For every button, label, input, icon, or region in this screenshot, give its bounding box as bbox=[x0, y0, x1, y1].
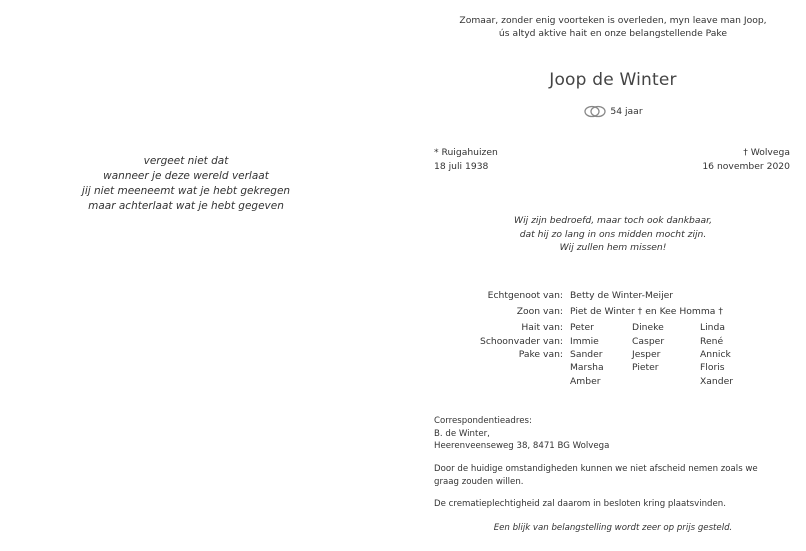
family-name: Dineke bbox=[632, 322, 664, 333]
poem-line: vergeet niet dat bbox=[143, 155, 229, 167]
spouse-name: Betty de Winter-Meijer bbox=[570, 290, 674, 301]
birth-info bbox=[434, 146, 498, 174]
family-name: Amber bbox=[570, 376, 601, 387]
poem-line: maar achterlaat wat je hebt gegeven bbox=[88, 200, 284, 212]
correspondence-address bbox=[434, 415, 794, 453]
memorial-text bbox=[432, 214, 794, 255]
age-text: 54 jaar bbox=[610, 106, 643, 117]
correspondence-title: Correspondentieadres: bbox=[434, 416, 532, 426]
intro-line: Zomaar, zonder enig voorteken is overleden, myn leave man Joop, bbox=[459, 15, 767, 26]
death-place: † Wolvega bbox=[743, 147, 790, 158]
death-info bbox=[702, 146, 790, 174]
death-date: 16 november 2020 bbox=[702, 161, 790, 172]
intro-line: ús altyd aktive hait en onze belangstellende Pake bbox=[498, 28, 728, 39]
family-name: Immie bbox=[570, 336, 599, 347]
thanks-note: Een blijk van belangstelling wordt zeer op prijs gesteld. bbox=[493, 523, 733, 533]
birth-place: * Ruigahuizen bbox=[434, 147, 498, 158]
pake-label: Pake van: bbox=[518, 349, 563, 360]
family-name: Sander bbox=[570, 349, 603, 360]
family-name: Pieter bbox=[632, 362, 659, 373]
hait-label: Hait van: bbox=[521, 322, 563, 333]
memorial-line: Wij zullen hem missen! bbox=[559, 242, 667, 253]
correspondence-street: Heerenveenseweg 38, 8471 BG Wolvega bbox=[434, 441, 610, 451]
wedding-rings-icon bbox=[583, 105, 607, 118]
marriage-years bbox=[432, 105, 794, 118]
left-poem bbox=[40, 154, 332, 214]
family-name: Xander bbox=[700, 376, 734, 387]
family-name: Linda bbox=[700, 322, 725, 333]
family-name: Jesper bbox=[632, 349, 661, 360]
memorial-line: Wij zijn bedroefd, maar toch ook dankbaar, bbox=[513, 215, 712, 226]
spouse-label: Echtgenoot van: bbox=[487, 290, 563, 301]
parents-names: Piet de Winter † en Kee Homma † bbox=[570, 306, 723, 317]
family-name: Annick bbox=[700, 349, 731, 360]
father-in-law-label: Schoonvader van: bbox=[479, 336, 563, 347]
intro-text bbox=[432, 14, 794, 40]
birth-date: 18 juli 1938 bbox=[434, 161, 489, 172]
circumstances-notice: Door de huidige omstandigheden kunnen we niet afscheid nemen zoals we graag zouden willen. bbox=[434, 464, 758, 487]
cremation-notice: De crematieplechtigheid zal daarom in besloten kring plaatsvinden. bbox=[434, 499, 726, 509]
deceased-name: Joop de Winter bbox=[549, 70, 677, 90]
correspondence-name: B. de Winter, bbox=[434, 428, 490, 439]
family-name: René bbox=[700, 336, 724, 347]
family-name: Casper bbox=[632, 336, 665, 347]
family-name: Floris bbox=[700, 362, 725, 373]
family-name: Marsha bbox=[570, 362, 604, 373]
poem-line: jij niet meeneemt wat je hebt gekregen bbox=[81, 185, 291, 197]
son-label: Zoon van: bbox=[516, 306, 563, 317]
memorial-line: dat hij zo lang in ons midden mocht zijn. bbox=[519, 228, 707, 240]
poem-line: wanneer je deze wereld verlaat bbox=[103, 170, 269, 182]
family-name: Peter bbox=[570, 322, 594, 333]
